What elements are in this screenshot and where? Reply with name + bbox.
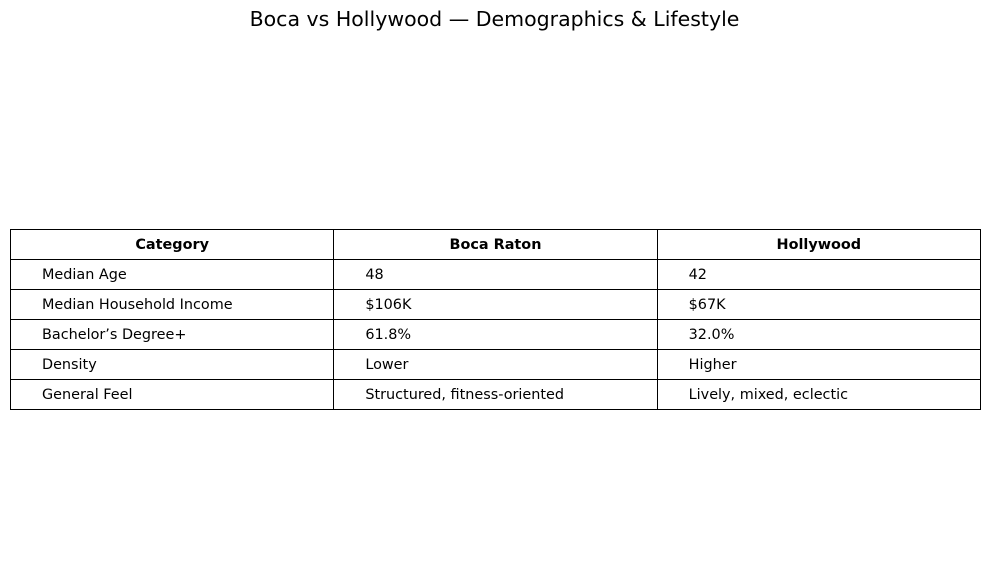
table-cell-boca-raton: Lower xyxy=(334,350,657,380)
table-row xyxy=(11,350,981,380)
comparison-table xyxy=(10,229,981,410)
column-header-boca-raton: Boca Raton xyxy=(334,230,657,260)
table-cell-category: Median Household Income xyxy=(11,290,334,320)
table-cell-category: General Feel xyxy=(11,380,334,410)
table-row xyxy=(11,320,981,350)
table-cell-boca-raton: 61.8% xyxy=(334,320,657,350)
table-row xyxy=(11,260,981,290)
table-cell-category: Density xyxy=(11,350,334,380)
table-cell-boca-raton: Structured, fitness-oriented xyxy=(334,380,657,410)
chart-title: Boca vs Hollywood — Demographics & Lifestyle xyxy=(249,7,740,31)
table-cell-hollywood: Lively, mixed, eclectic xyxy=(657,380,980,410)
table-header-row xyxy=(11,230,981,260)
table-cell-boca-raton: 48 xyxy=(334,260,657,290)
column-header-hollywood: Hollywood xyxy=(657,230,980,260)
table-cell-hollywood: 32.0% xyxy=(657,320,980,350)
table-cell-boca-raton: $106K xyxy=(334,290,657,320)
table-cell-hollywood: 42 xyxy=(657,260,980,290)
table-cell-hollywood: $67K xyxy=(657,290,980,320)
table-cell-category: Bachelor’s Degree+ xyxy=(11,320,334,350)
table-cell-hollywood: Higher xyxy=(657,350,980,380)
table-cell-category: Median Age xyxy=(11,260,334,290)
column-header-category: Category xyxy=(11,230,334,260)
table-row xyxy=(11,380,981,410)
table-row xyxy=(11,290,981,320)
